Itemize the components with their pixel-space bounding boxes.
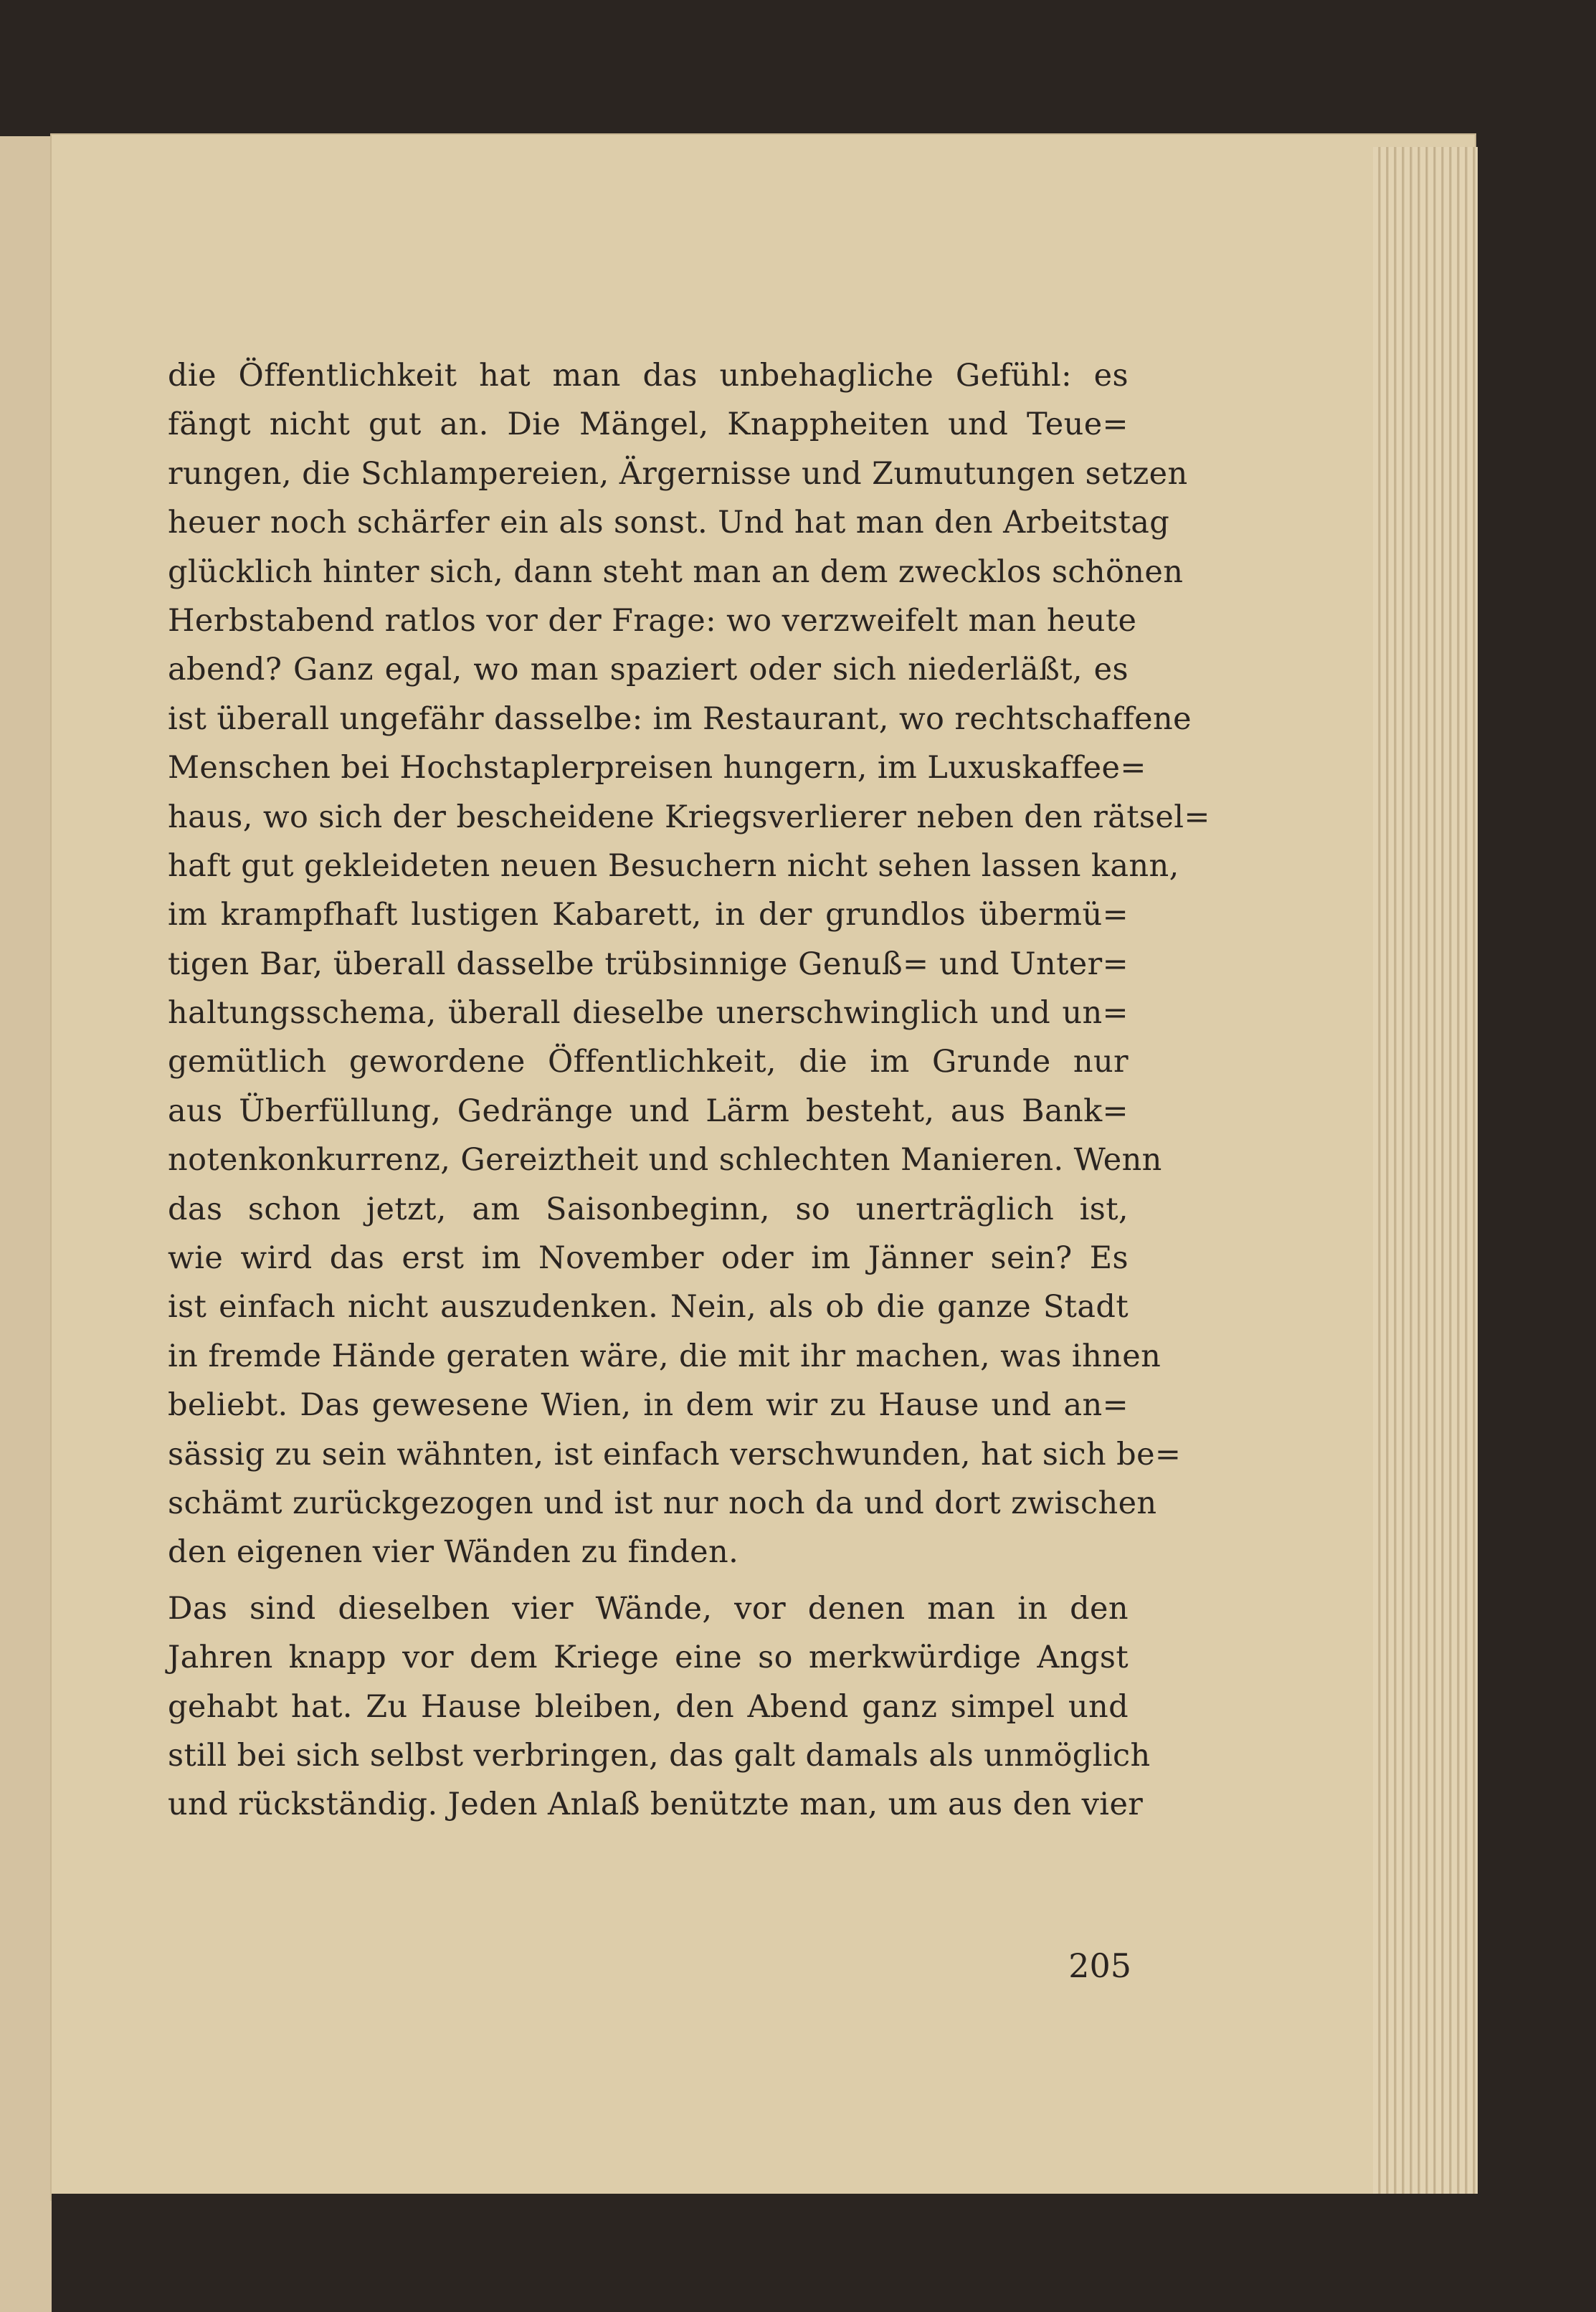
facing-page-edge xyxy=(0,136,59,2312)
text-line: in fremde Hände geraten wäre, die mit ihr machen, was ihnen xyxy=(168,1338,1162,1374)
text-line: glücklich hinter sich, dann steht man an dem zwecklos schönen xyxy=(168,553,1184,590)
text-line: Menschen bei Hochstaplerpreisen hungern, im Luxuskaffee= xyxy=(168,750,1146,786)
text-line: haltungsschema, überall dieselbe unerschwinglich und un= xyxy=(168,995,1129,1032)
text-line: Herbstabend ratlos vor der Frage: wo verzweifelt man heute xyxy=(168,602,1137,639)
text-line: den eigenen vier Wänden zu finden. xyxy=(168,1534,739,1571)
paragraph-gap xyxy=(168,1577,1129,1584)
text-line: und rückständig. Jeden Anlaß benützte man, um aus den vier xyxy=(168,1787,1144,1823)
body-text xyxy=(168,351,1210,1830)
text-line: fängt nicht gut an. Die Mängel, Knappheiten und Teue= xyxy=(168,406,1129,443)
text-line: tigen Bar, überall dasselbe trübsinnige Genuß= und Unter= xyxy=(168,946,1129,982)
page-stack-edges xyxy=(1373,147,1478,2204)
text-line: still bei sich selbst verbringen, das galt damals als unmöglich xyxy=(168,1737,1151,1774)
text-line: gehabt hat. Zu Hause bleiben, den Abend ganz simpel und xyxy=(168,1688,1129,1725)
page-number: 205 xyxy=(1068,1946,1131,1985)
text-line: die Öffentlichkeit hat man das unbehagliche Gefühl: es xyxy=(168,358,1129,394)
text-line: heuer noch schärfer ein als sonst. Und hat man den Arbeitstag xyxy=(168,505,1170,541)
text-line: rungen, die Schlampereien, Ärgernisse und Zumutungen setzen xyxy=(168,455,1188,492)
text-line: beliebt. Das gewesene Wien, in dem wir zu Hause und an= xyxy=(168,1387,1129,1424)
text-line: gemütlich gewordene Öffentlichkeit, die im Grunde nur xyxy=(168,1044,1129,1080)
text-line: Das sind dieselben vier Wände, vor denen man in den xyxy=(168,1590,1129,1627)
text-line: haus, wo sich der bescheidene Kriegsverlierer neben den rätsel= xyxy=(168,799,1210,835)
scan-background-bottom xyxy=(52,2194,1478,2312)
text-line: haft gut gekleideten neuen Besuchern nicht sehen lassen kann, xyxy=(168,847,1179,884)
text-line: Jahren knapp vor dem Kriege eine so merkwürdige Angst xyxy=(168,1640,1129,1676)
scan-background xyxy=(0,0,1596,136)
text-line: abend? Ganz egal, wo man spaziert oder sich niederläßt, es xyxy=(168,652,1129,688)
text-line: wie wird das erst im November oder im Jänner sein? Es xyxy=(168,1240,1129,1277)
text-line: notenkonkurrenz, Gereiztheit und schlechten Manieren. Wenn xyxy=(168,1142,1162,1179)
text-line: aus Überfüllung, Gedränge und Lärm besteht, aus Bank= xyxy=(168,1093,1129,1129)
text-line: schämt zurückgezogen und ist nur noch da und dort zwischen xyxy=(168,1485,1157,1521)
text-line: ist einfach nicht auszudenken. Nein, als ob die ganze Stadt xyxy=(168,1289,1129,1326)
text-line: das schon jetzt, am Saisonbeginn, so unerträglich ist, xyxy=(168,1191,1129,1227)
text-line: im krampfhaft lustigen Kabarett, in der grundlos übermü= xyxy=(168,897,1129,933)
text-line: sässig zu sein wähnten, ist einfach verschwunden, hat sich be= xyxy=(168,1436,1182,1473)
text-line: ist überall ungefähr dasselbe: im Restaurant, wo rechtschaffene xyxy=(168,700,1192,737)
